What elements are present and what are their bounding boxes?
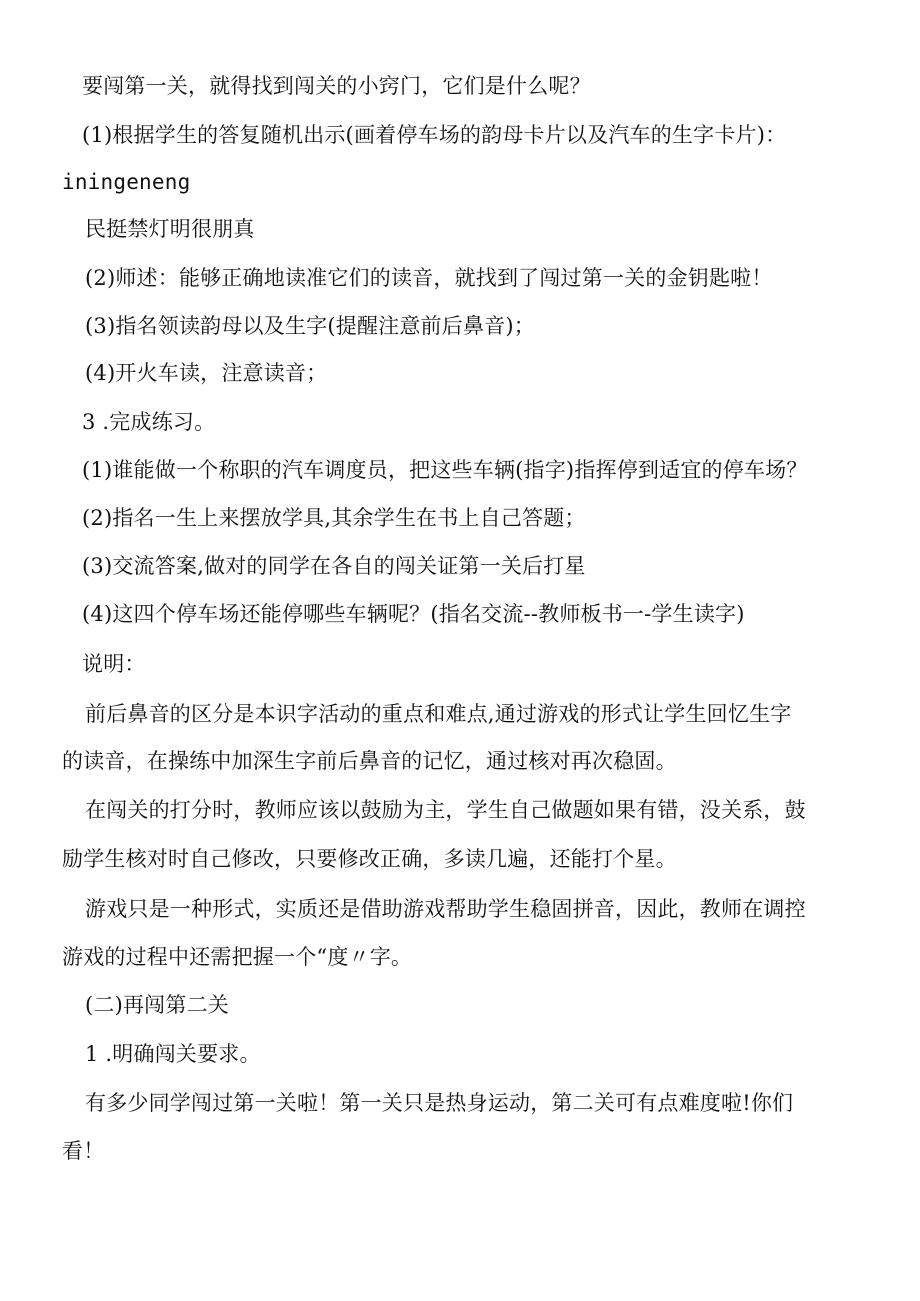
- paragraph-line-12: (4)这四个停车场还能停哪些车辆呢？(指名交流--教师板书一-学生读字): [82, 602, 745, 626]
- explanation-line-6: 游戏的过程中还需把握一个“度〃字。: [62, 945, 413, 969]
- paragraph-line-10: (2)指名一生上来摆放学具,其余学生在书上自己答题；: [82, 506, 586, 530]
- paragraph-line-11: (3)交流答案,做对的同学在各自的闯关证第一关后打星: [82, 554, 586, 578]
- paragraph-line-5: (2)师述：能够正确地读准它们的读音，就找到了闯过第一关的金钥匙啦！: [85, 266, 773, 290]
- paragraph-line-final-2: 看！: [62, 1139, 105, 1163]
- explanation-line-5: 游戏只是一种形式，实质还是借助游戏帮助学生稳固拼音，因此，教师在调控: [85, 897, 806, 921]
- section-heading-two: (二)再闯第二关: [85, 993, 229, 1017]
- paragraph-line-2: (1)根据学生的答复随机出示(画着停车场的韵母卡片以及汽车的生字卡片)：: [82, 123, 787, 147]
- explanation-heading: 说明：: [82, 652, 146, 676]
- paragraph-line-9: (1)谁能做一个称职的汽车调度员，把这些车辆(指字)指挥停到适宜的停车场？: [82, 458, 808, 482]
- explanation-line-2: 的读音，在操练中加深生字前后鼻音的记忆，通过核对再次稳固。: [62, 749, 677, 773]
- explanation-line-4: 励学生核对时自己修改，只要修改正确，多读几遍，还能打个星。: [62, 847, 677, 871]
- paragraph-line-6: (3)指名领读韵母以及生字(提醒注意前后鼻音)；: [85, 314, 535, 338]
- paragraph-line-7: (4)开火车读，注意读音；: [85, 361, 328, 385]
- explanation-line-1: 前后鼻音的区分是本识字活动的重点和难点,通过游戏的形式让学生回忆生字: [85, 702, 792, 726]
- explanation-line-3: 在闯关的打分时，教师应该以鼓励为主，学生自己做题如果有错，没关系，鼓: [85, 798, 806, 822]
- section-step-3: 3 .完成练习。: [82, 410, 216, 434]
- paragraph-line-1: 要闯第一关，就得找到闯关的小窍门，它们是什么呢？: [82, 74, 591, 98]
- paragraph-line-final-1: 有多少同学闯过第一关啦！第一关只是热身运动，第二关可有点难度啦!你们: [85, 1091, 794, 1115]
- step-1-heading: 1 .明确闯关要求。: [85, 1042, 261, 1066]
- pinyin-finals-line: iningeneng: [62, 170, 191, 194]
- characters-line: 民挺禁灯明很朋真: [85, 217, 255, 241]
